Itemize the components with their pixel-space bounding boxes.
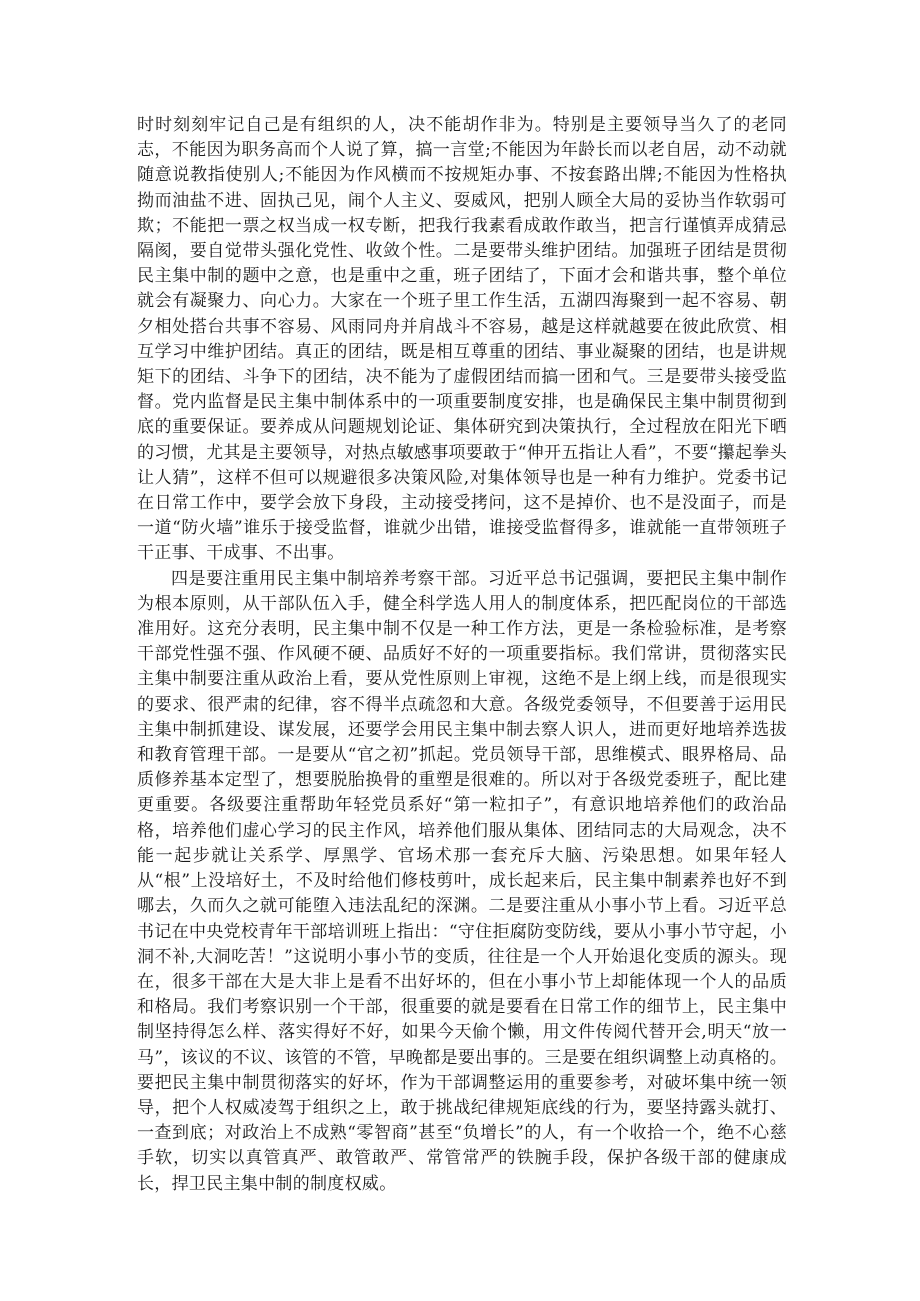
paragraph-section-four: 四是要注重用民主集中制培养考察干部。习近平总书记强调，要把民主集中制作为根本原则，从干部队伍入手，健全科学选人用人的制度体系，把匹配岗位的干部选准用好。这充分表明，民主集中制不仅是一种工作方法，更是一条检验标准，是考察干部党性强不强、作风硬不硬、品质好不好的一项重要指标。我们常讲，贯彻落实民主集中制要注重从政治上看，要从党性原则上审视，这绝不是上纲上线，而是很现实的要求、很严肃的纪律，容不得半点疏忽和大意。各级党委领导，不但要善于运用民主集中制抓建设、谋发展，还要学会用民主集中制去察人识人，进而更好地培养选拔和教育管理干部。一是要从“官之初”抓起。党员领导干部，思维模式、眼界格局、品质修养基本定型了，想要脱胎换骨的重塑是很难的。所以对于各级党委班子，配比建更重要。各级要注重帮助年轻党员系好“第一粒扣子”，有意识地培养他们的政治品格，培养他们虚心学习的民主作风，培养他们服从集体、团结同志的大局观念，决不能一起步就让关系学、厚黑学、官场术那一套充斥大脑、污染思想。如果年轻人从“根”上没培好土，不及时给他们修枝剪叶，成长起来后，民主集中制素养也好不到哪去，久而久之就可能堕入违法乱纪的深渊。二是要注重从小事小节上看。习近平总书记在中央党校青年干部培训班上指出：“守住拒腐防变防线，要从小事小节守起，小洞不补,大洞吃苦！”这说明小事小节的变质，往往是一个人开始退化变质的源头。现在，很多干部在大是大非上是看不出好坏的，但在小事小节上却能体现一个人的品质和格局。我们考察识别一个干部，很重要的就是要看在日常工作的细节上，民主集中制坚持得怎么样、落实得好不好，如果今天偷个懒，用文件传阅代替开会,明天“放一马”，该议的不议、该管的不管，早晚都是要出事的。三是要在组织调整上动真格的。要把民主集中制贯彻落实的好坏，作为干部调整运用的重要参考，对破坏集中统一领导，把个人权威凌驾于组织之上，敢于挑战纪律规矩底线的行为，要坚持露头就打、一查到底；对政治上不成熟“零智商”甚至“负增长”的人，有一个收拾一个，绝不心慈手软，切实以真管真严、敢管敢严、常管常严的铁腕手段，保护各级干部的健康成长，捍卫民主集中制的制度权威。 bbox=[137, 568, 787, 1194]
body-text bbox=[137, 113, 787, 1197]
paragraph-continuation: 时时刻刻牢记自己是有组织的人，决不能胡作非为。特别是主要领导当久了的老同志，不能因为职务高而个人说了算，搞一言堂;不能因为年龄长而以老自居，动不动就随意说教指使别人;不能因为作风横而不按规矩办事、不按套路出牌;不能因为性格执拗而油盐不进、固执己见，闹个人主义、耍威风，把别人顾全大局的妥协当作软弱可欺；不能把一票之权当成一权专断，把我行我素看成敢作敢当，把言行谨慎弄成猜忌隔阂，要自觉带头强化党性、收敛个性。二是要带头维护团结。加强班子团结是贯彻民主集中制的题中之意，也是重中之重，班子团结了，下面才会和谐共事，整个单位就会有凝聚力、向心力。大家在一个班子里工作生活，五湖四海聚到一起不容易、朝夕相处搭台共事不容易、风雨同舟并肩战斗不容易，越是这样就越要在彼此欣赏、相互学习中维护团结。真正的团结，既是相互尊重的团结、事业凝聚的团结，也是讲规矩下的团结、斗争下的团结，决不能为了虚假团结而搞一团和气。三是要带头接受监督。党内监督是民主集中制体系中的一项重要制度安排，也是确保民主集中制贯彻到底的重要保证。要养成从问题规划论证、集体研究到决策执行，全过程放在阳光下晒的习惯，尤其是主要领导，对热点敏感事项要敢于“伸开五指让人看”，不要“攥起拳头让人猜”，这样不但可以规避很多决策风险,对集体领导也是一种有力维护。党委书记在日常工作中，要学会放下身段，主动接受拷问，这不是掉价、也不是没面子，而是一道“防火墙”谁乐于接受监督，谁就少出错，谁接受监督得多，谁就能一直带领班子干正事、干成事、不出事。 bbox=[137, 115, 787, 564]
